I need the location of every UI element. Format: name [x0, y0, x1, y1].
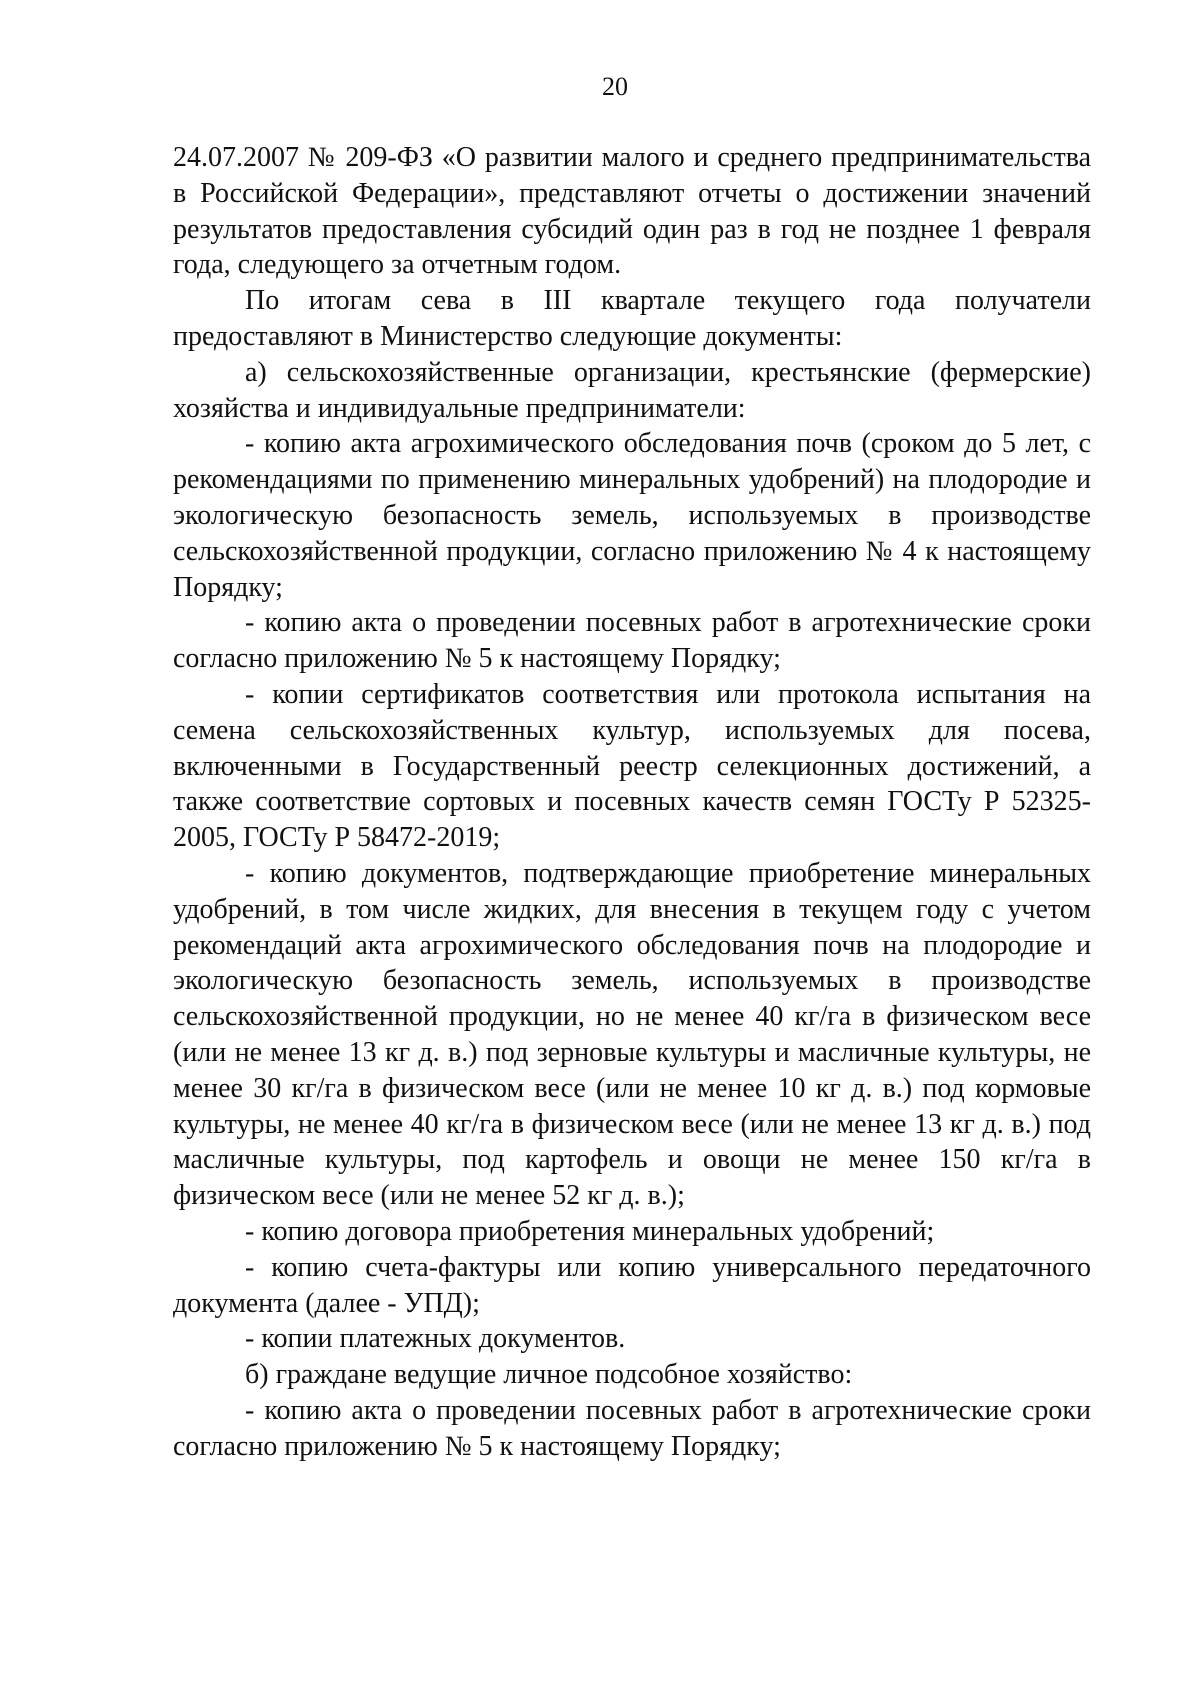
paragraph: б) граждане ведущие личное подсобное хозяйство:: [245, 1359, 853, 1391]
paragraph: - копию счета-фактуры или копию универсального передаточного документа (далее - УПД);: [173, 1251, 1091, 1319]
paragraph: - копии сертификатов соответствия или протокола испытания на семена сельскохозяйственных культур, используемых для посева, включенными в Государственный реестр селекционных достижений, а также соответствие сортовых и посевных качеств семян ГОСТу Р 52325-2005, ГОСТу Р 58472-2019;: [173, 678, 1091, 854]
paragraph: - копию документов, подтверждающие приобретение минеральных удобрений, в том числе жидких, для внесения в текущем году с учетом рекомендаций акта агрохимического обследования почв на плодородие и экологическую безопасность земель, используемых в производстве сельскохозяйственной продукции, но не менее 40 кг/га в физическом весе (или не менее 13 кг д. в.) под зерновые культуры и масличные культуры, не менее 30 кг/га в физическом весе (или не менее 10 кг д. в.) под кормовые культуры, не менее 40 кг/га в физическом весе (или не менее 13 кг д. в.) под масличные культуры, под картофель и овощи не менее 150 кг/га в физическом весе (или не менее 52 кг д. в.);: [173, 857, 1091, 1212]
page-number: 20: [602, 72, 628, 101]
paragraph: - копию договора приобретения минеральных удобрений;: [245, 1215, 935, 1247]
document-body: [173, 140, 1091, 1464]
paragraph: По итогам сева в III квартале текущего года получатели предоставляют в Министерство следующие документы:: [173, 285, 1091, 352]
paragraph: 24.07.2007 № 209-ФЗ «О развитии малого и среднего предпринимательства в Российской Федерации», представляют отчеты о достижении значений результатов предоставления субсидий один раз в год не позднее 1 февраля года, следующего за отчетным годом.: [173, 142, 1091, 281]
paragraph: - копию акта о проведении посевных работ в агротехнические сроки согласно приложению № 5 к настоящему Порядку;: [173, 1394, 1091, 1462]
paragraph: - копии платежных документов.: [245, 1323, 626, 1355]
paragraph: а) сельскохозяйственные организации, крестьянские (фермерские) хозяйства и индивидуальные предприниматели:: [173, 356, 1091, 424]
paragraph: - копию акта о проведении посевных работ в агротехнические сроки согласно приложению № 5 к настоящему Порядку;: [173, 607, 1091, 675]
paragraph: - копию акта агрохимического обследования почв (сроком до 5 лет, с рекомендациями по применению минеральных удобрений) на плодородие и экологическую безопасность земель, используемых в производстве сельскохозяйственной продукции, согласно приложению № 4 к настоящему Порядку;: [173, 428, 1091, 603]
